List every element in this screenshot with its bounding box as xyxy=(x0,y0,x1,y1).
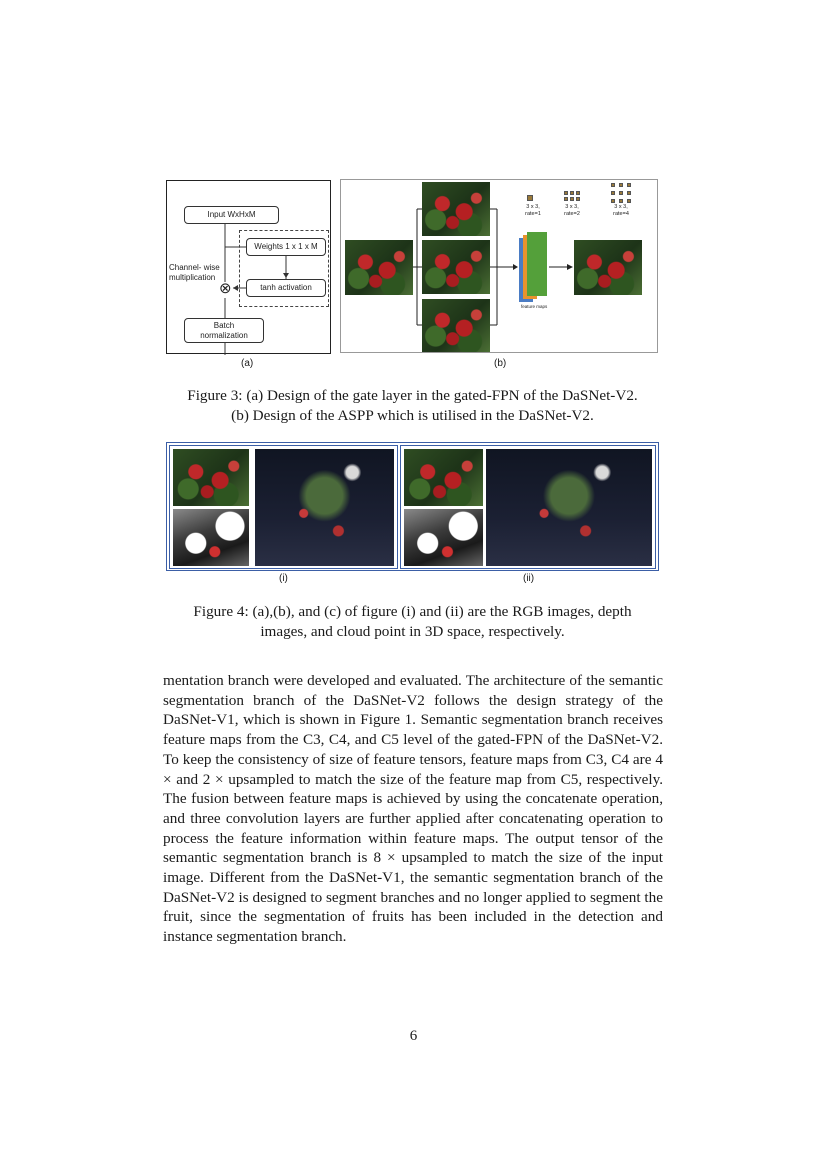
rate4-kernel-text: 3 x 3, xyxy=(614,204,628,210)
panel-a-arrows xyxy=(167,181,332,355)
input-label: Input WxHxM xyxy=(207,210,256,219)
figure4-frame xyxy=(166,442,659,571)
depth-image-ii xyxy=(404,509,483,566)
figure3-caption-line2: (b) Design of the ASPP which is utilised in the DaSNet-V2. xyxy=(231,407,594,424)
figure4-sublabel-ii: (ii) xyxy=(523,573,535,584)
figure4-caption xyxy=(160,602,665,642)
arrowhead-multiply xyxy=(233,285,238,291)
figure4-part-ii xyxy=(400,445,656,569)
figure3-caption-line1: Figure 3: (a) Design of the gate layer in the gated-FPN of the DaSNet-V2. xyxy=(187,387,638,404)
figure3-panel-a xyxy=(166,180,331,354)
point-cloud-i xyxy=(255,449,394,566)
figure4-part-i xyxy=(169,445,398,569)
rgb-image-i xyxy=(173,449,249,506)
multiply-symbol: ⊗ xyxy=(219,280,232,297)
feature-maps-label: feature maps xyxy=(521,304,548,309)
activation-label: tanh activation xyxy=(260,283,312,292)
rate2-kernel-text: 3 x 3, xyxy=(565,204,579,210)
panel-b-connectors xyxy=(341,180,659,354)
panel-a-sublabel: (a) xyxy=(241,358,254,369)
arrowhead-output xyxy=(567,264,573,270)
rate1-kernel-text: 3 x 3, xyxy=(526,204,540,210)
arrowhead-features xyxy=(513,264,518,270)
depth-image-i xyxy=(173,509,249,566)
weights-label: Weights 1 x 1 x M xyxy=(254,242,318,251)
figure4-sublabel-i: (i) xyxy=(279,573,288,584)
rate4-rate-text: rate=4 xyxy=(613,211,629,217)
rgb-image-ii xyxy=(404,449,483,506)
figure3-caption xyxy=(160,386,665,426)
panel-b-sublabel: (b) xyxy=(494,358,507,369)
arrowhead-activation xyxy=(283,273,289,278)
body-paragraph: mentation branch were developed and evaluated. The architecture of the semantic segmentation branch of the DaSNet-V2 follows the design strategy of the DaSNet-V1, which is shown in Figure 1. Semantic segmentation branch receives feature maps from the C3, C4, and C5 level of the gated-FPN of the DaSNet-V2. To keep the consistency of size of feature tensors, feature maps from C3, C4 are 4 × and 2 × upsampled to match the size of the feature map from C5, respectively. The fusion between feature maps is achieved by using the concatenate operation, and three convolution layers are further applied after concatenating operation to process the feature information within feature maps. The output tensor of the semantic segmentation branch is 8 × upsampled to match the size of the input image. Different from the DaSNet-V1, the semantic segmentation branch of the DaSNet-V2 is designed to segment branches and no longer applied to segment the fruit, since the segmentation of fruits has been included in the detection and instance segmentation branch. xyxy=(163,672,663,946)
batch-norm-line2: normalization xyxy=(200,331,248,340)
side-label-line1: Channel- wise xyxy=(169,263,220,272)
side-label-line2: multiplication xyxy=(169,273,216,282)
figure4-caption-line1: Figure 4: (a),(b), and (c) of figure (i) and (ii) are the RGB images, depth xyxy=(193,603,632,620)
figure4-caption-line2: images, and cloud point in 3D space, respectively. xyxy=(260,623,565,640)
point-cloud-ii xyxy=(486,449,652,566)
page-number: 6 xyxy=(409,1028,418,1044)
batch-norm-line1: Batch xyxy=(213,321,235,330)
rate2-rate-text: rate=2 xyxy=(564,211,580,217)
rate1-rate-text: rate=1 xyxy=(525,211,541,217)
figure3-panel-b xyxy=(340,179,658,353)
